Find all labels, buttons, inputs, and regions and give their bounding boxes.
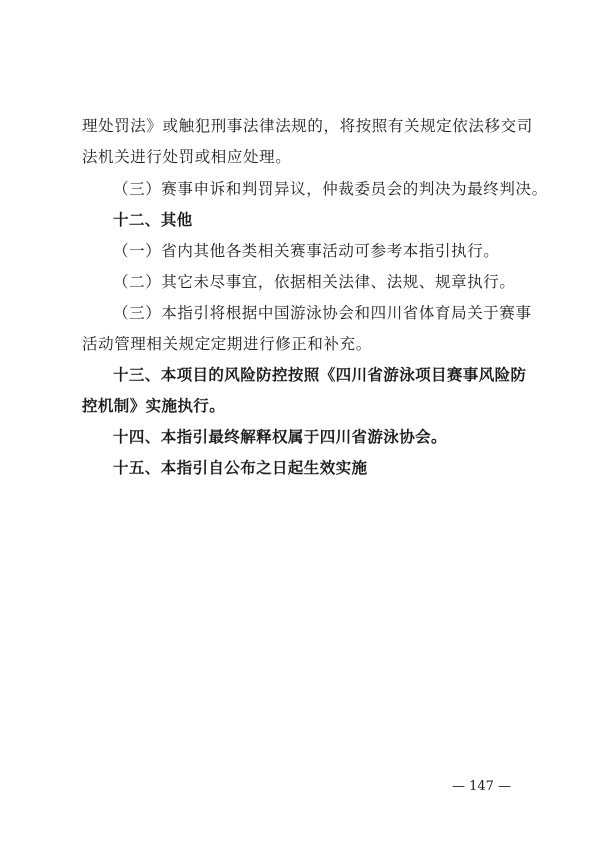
paragraph-line: （一）省内其他各类相关赛事活动可参考本指引执行。 [113, 242, 500, 260]
page-number: — 147 — [452, 779, 512, 794]
paragraph-line: 理处罚法》或触犯刑事法律法规的，将按照有关规定依法移交司 [82, 117, 533, 135]
paragraph-line: （三）本指引将根据中国游泳协会和四川省体育局关于赛事 [113, 304, 532, 322]
section-heading-14: 十四、本指引最终解释权属于四川省游泳协会。 [113, 428, 447, 446]
paragraph-line: （三）赛事申诉和判罚异议，仲裁委员会的判决为最终判决。 [113, 180, 548, 198]
paragraph-line: 法机关进行处罚或相应处理。 [82, 148, 292, 166]
section-heading-13-cont: 控机制》实施执行。 [82, 397, 226, 415]
paragraph-line: 活动管理相关规定定期进行修正和补充。 [82, 335, 372, 353]
paragraph-line: （二）其它未尽事宜，依据相关法律、法规、规章执行。 [113, 273, 516, 291]
section-heading-12: 十二、其他 [113, 211, 193, 229]
section-heading-15: 十五、本指引自公布之日起生效实施 [113, 459, 368, 477]
section-heading-13: 十三、本项目的风险防控按照《四川省游泳项目赛事风险防 [113, 366, 527, 384]
